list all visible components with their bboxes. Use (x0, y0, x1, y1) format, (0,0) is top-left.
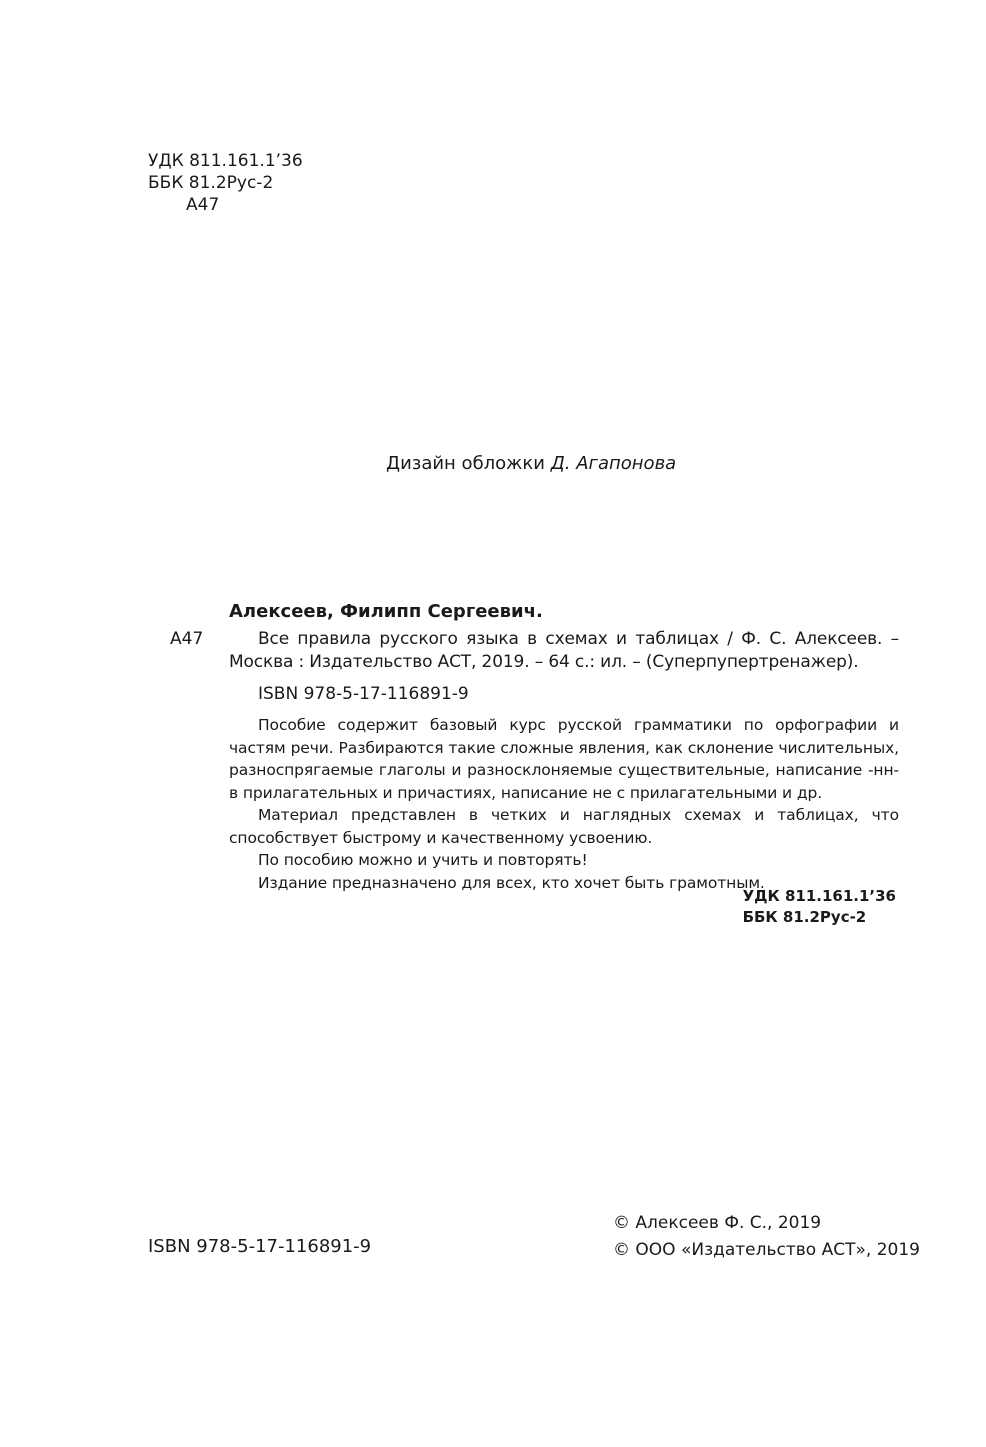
catalog-isbn: ISBN 978-5-17-116891-9 (258, 684, 469, 704)
abstract-paragraph: Материал представлен в четких и наглядных схемах и таблицах, что способствует быстрому и качественному усвоению. (229, 806, 899, 847)
abstract-paragraph: По пособию можно и учить и повторять! (258, 851, 588, 869)
catalog-udk-code: УДК 811.161.1’36 (742, 887, 896, 905)
copyright-publisher: © ООО «Издательство АСТ», 2019 (613, 1240, 920, 1260)
top-udk-code: УДК 811.161.1’36 (148, 151, 303, 171)
bibliographic-text: Все правила русского языка в схемах и таблицах / Ф. С. Алексеев. – Москва : Издательство АСТ, 2019. – 64 с.: ил. – (Суперпупертренажер). (229, 629, 899, 672)
abstract (229, 714, 899, 894)
top-author-mark: А47 (186, 195, 220, 215)
abstract-paragraph: Пособие содержит базовый курс русской грамматики по орфографии и частям речи. Разбираются такие сложные явления, как склонение числительных, разноспрягаемые глаголы и разносклоняемые существительные, написание -нн- в прилагательных и причастиях, написание не с прилагательными и др. (229, 716, 899, 802)
catalog-codes (743, 886, 896, 928)
cover-design-label: Дизайн обложки (386, 453, 545, 474)
copyright-author: © Алексеев Ф. С., 2019 (613, 1213, 822, 1233)
abstract-paragraph: Издание предназначено для всех, кто хочет быть грамотным. (258, 873, 765, 892)
footer-isbn: ISBN 978-5-17-116891-9 (148, 1236, 372, 1257)
catalog-author-mark: А47 (170, 629, 204, 649)
bibliographic-description (229, 628, 899, 674)
catalog-bbk-code: ББК 81.2Рус-2 (742, 908, 867, 926)
cover-design-credit (386, 453, 676, 475)
cover-designer-name: Д. Агапонова (550, 453, 677, 474)
top-bbk-code: ББК 81.2Рус-2 (148, 173, 274, 193)
author-heading: Алексеев, Филипп Сергеевич. (229, 601, 543, 622)
